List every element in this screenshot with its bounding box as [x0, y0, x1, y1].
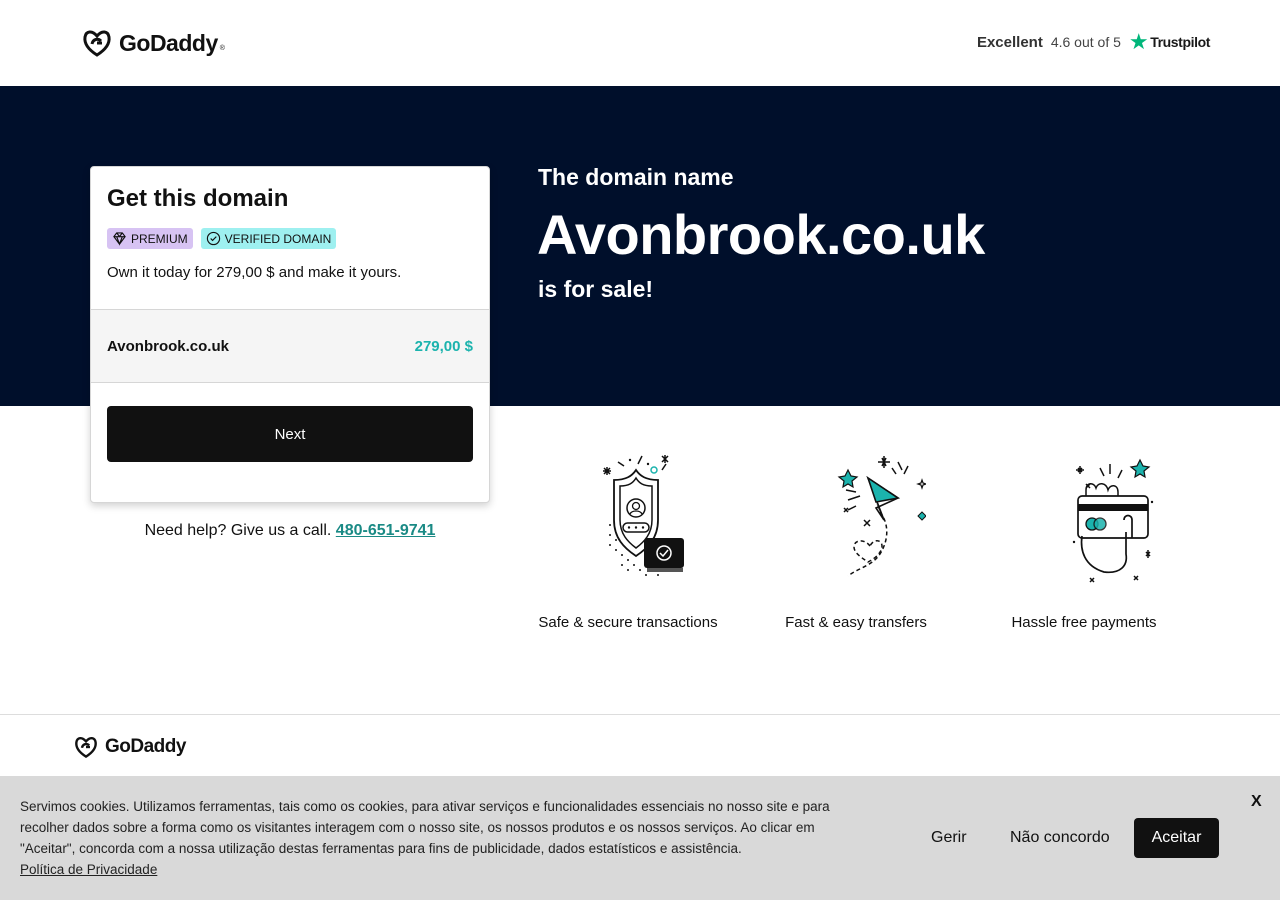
site-footer — [0, 714, 1280, 784]
cookie-text-block — [20, 796, 870, 880]
verified-badge — [201, 228, 337, 249]
close-icon[interactable]: X — [1251, 793, 1262, 810]
hero-domain-name: Avonbrook.co.uk — [537, 203, 985, 266]
hero-subtitle: The domain name — [538, 164, 734, 190]
next-button[interactable]: Next — [107, 406, 473, 462]
trustpilot-logo — [1129, 31, 1210, 53]
trustpilot-excellent: Excellent — [976, 33, 1043, 51]
card-own-text: Own it today for 279,00 $ and make it yours. — [107, 264, 402, 281]
privacy-policy-link[interactable]: Política de Privacidade — [20, 862, 158, 877]
trustpilot-widget[interactable] — [977, 31, 1210, 53]
help-text: Need help? Give us a call. — [144, 522, 332, 539]
check-circle-icon — [206, 231, 221, 246]
hero-for-sale: is for sale! — [538, 276, 654, 302]
cookie-banner — [0, 776, 1280, 900]
footer-godaddy-logo[interactable] — [73, 735, 186, 759]
trademark-mark: ® — [219, 45, 225, 52]
trustpilot-brand: Trustpilot — [1150, 34, 1210, 50]
diamond-icon — [112, 231, 127, 246]
feature-payments — [984, 450, 1184, 631]
purchase-card — [90, 166, 490, 503]
cookie-message: Servimos cookies. Utilizamos ferramentas, tais como os cookies, para ativar serviços e funcionalidades essenciais no nosso site e para recolher dados sobre a forma como os visitantes interagem com o nosso site, os nossos produtos e os nossos serviços. Ao clicar em "Aceitar", concorda com a nossa utilização destas ferramentas para fins de publicidade, dados estatísticos e assistência. — [20, 799, 830, 856]
verified-badge-label: VERIFIED DOMAIN — [224, 231, 332, 246]
shield-icon — [558, 450, 698, 590]
help-line — [90, 522, 490, 540]
price-row-price: 279,00 $ — [414, 338, 473, 355]
feature-secure-label: Safe & secure transactions — [538, 614, 718, 631]
badge-group — [107, 228, 336, 249]
accept-cookies-button[interactable]: Aceitar — [1134, 818, 1219, 858]
footer-godaddy-wordmark: GoDaddy — [105, 736, 186, 757]
phone-link[interactable]: 480-651-9741 — [335, 522, 436, 539]
credit-card-hand-icon — [1014, 450, 1154, 590]
feature-transfers — [756, 450, 956, 631]
price-row — [91, 309, 489, 383]
godaddy-logo-icon — [81, 28, 113, 58]
decline-cookies-button[interactable]: Não concordo — [1010, 829, 1110, 846]
premium-badge — [107, 228, 193, 249]
godaddy-wordmark: GoDaddy — [119, 29, 218, 56]
feature-payments-label: Hassle free payments — [1011, 614, 1157, 631]
trustpilot-rating: 4.6 out of 5 — [1050, 34, 1121, 50]
paper-plane-icon — [786, 450, 926, 590]
site-header — [0, 0, 1280, 86]
premium-badge-label: PREMIUM — [131, 231, 188, 246]
feature-transfers-label: Fast & easy transfers — [785, 614, 927, 631]
trustpilot-star-icon: ★ — [1128, 29, 1149, 54]
card-title: Get this domain — [107, 185, 289, 212]
godaddy-logo[interactable] — [81, 28, 225, 58]
feature-secure — [528, 450, 728, 631]
price-row-domain: Avonbrook.co.uk — [107, 338, 229, 355]
manage-cookies-button[interactable]: Gerir — [931, 829, 967, 846]
godaddy-logo-icon — [73, 735, 99, 759]
